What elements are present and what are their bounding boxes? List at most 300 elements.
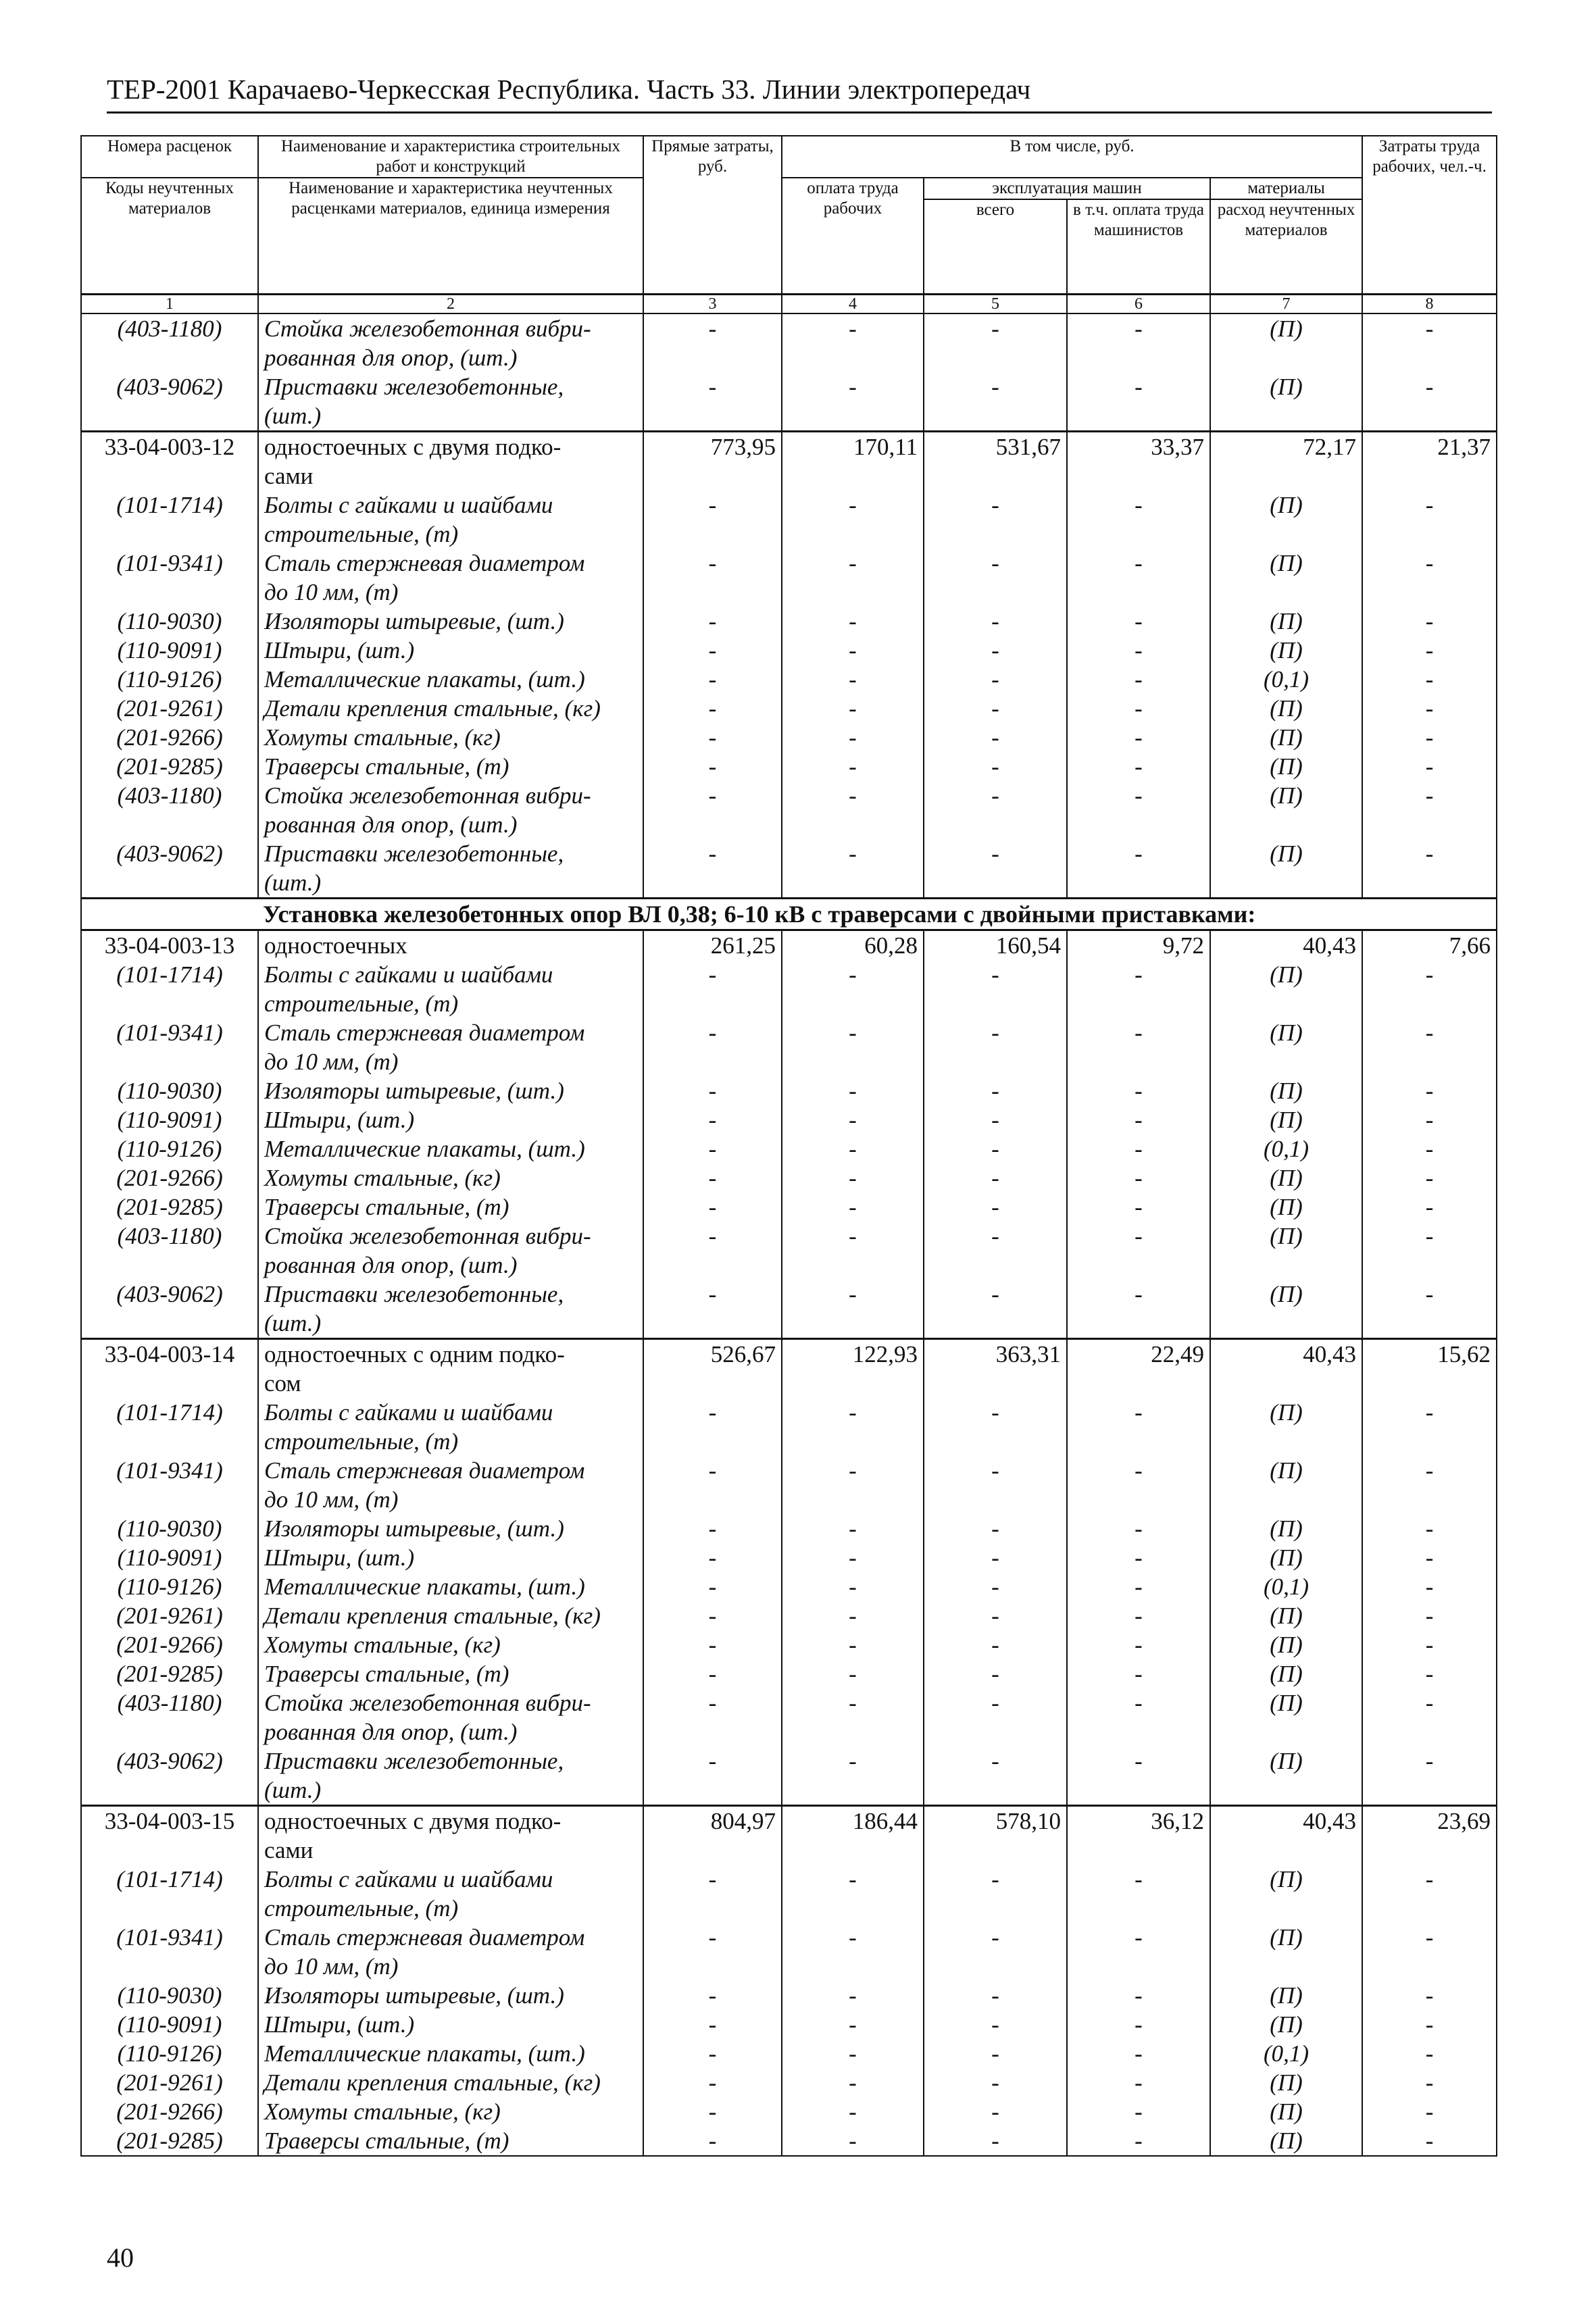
value-c5 (924, 343, 1067, 372)
table-row (81, 723, 1497, 752)
value-c6 (1067, 401, 1210, 432)
value-c5: - (924, 1222, 1067, 1251)
rate-code: 33-04-003-14 (81, 1338, 258, 1369)
value-c7: (П) (1210, 1018, 1362, 1047)
value-c4 (782, 520, 924, 549)
material-name: Штыри, (шт.) (258, 2010, 643, 2039)
material-code (81, 1251, 258, 1280)
table-row (81, 461, 1497, 491)
value-c8: - (1362, 1222, 1497, 1251)
value-c7: (0,1) (1210, 1572, 1362, 1601)
value-c8 (1362, 520, 1497, 549)
value-c5: 531,67 (924, 431, 1067, 461)
value-c7: (0,1) (1210, 665, 1362, 694)
material-name: (шт.) (258, 868, 643, 899)
value-c3 (643, 1309, 782, 1339)
table-row (81, 1717, 1497, 1746)
value-c6 (1067, 343, 1210, 372)
table-row (81, 520, 1497, 549)
material-code: (201-9285) (81, 1192, 258, 1222)
material-name: Штыри, (шт.) (258, 1105, 643, 1134)
table-row (81, 578, 1497, 607)
value-c8: - (1362, 1018, 1497, 1047)
value-c8 (1362, 1952, 1497, 1981)
value-c3: - (643, 1572, 782, 1601)
value-c7: (П) (1210, 313, 1362, 343)
value-c7: (П) (1210, 1543, 1362, 1572)
material-code: (110-9030) (81, 1514, 258, 1543)
value-c8: - (1362, 1865, 1497, 1894)
material-code: (201-9266) (81, 723, 258, 752)
header-work-name: Наименование и характеристика строительных работ и конструкций (258, 136, 643, 178)
value-c8: - (1362, 1572, 1497, 1601)
table-row (81, 1163, 1497, 1192)
value-c5 (924, 461, 1067, 491)
value-c4: - (782, 1018, 924, 1047)
value-c6: - (1067, 752, 1210, 781)
value-c4: - (782, 1076, 924, 1105)
header-materials-consumption: расход неучтенных материалов (1210, 199, 1362, 294)
value-c8: 15,62 (1362, 1338, 1497, 1369)
rate-code: 33-04-003-13 (81, 930, 258, 960)
table-row (81, 1456, 1497, 1485)
table-row (81, 2097, 1497, 2126)
value-c5 (924, 1952, 1067, 1981)
value-c7 (1210, 1047, 1362, 1076)
value-c3: - (643, 2097, 782, 2126)
value-c4: 122,93 (782, 1338, 924, 1369)
value-c3: - (643, 1076, 782, 1105)
value-c7 (1210, 810, 1362, 839)
value-c4 (782, 578, 924, 607)
value-c6 (1067, 1369, 1210, 1398)
value-c6: - (1067, 1163, 1210, 1192)
table-row (81, 1952, 1497, 1981)
value-c6: - (1067, 1222, 1210, 1251)
table-row (81, 549, 1497, 578)
material-code: (110-9030) (81, 1981, 258, 2010)
value-c4 (782, 1309, 924, 1339)
value-c8: - (1362, 1456, 1497, 1485)
table-row (81, 1105, 1497, 1134)
material-code: (201-9285) (81, 752, 258, 781)
value-c7: 40,43 (1210, 1338, 1362, 1369)
material-code: (110-9091) (81, 636, 258, 665)
value-c7: (П) (1210, 491, 1362, 520)
value-c7: (П) (1210, 636, 1362, 665)
value-c6: - (1067, 2097, 1210, 2126)
table-row (81, 313, 1497, 343)
value-c8 (1362, 461, 1497, 491)
value-c4 (782, 1717, 924, 1746)
table-row (81, 1338, 1497, 1369)
value-c6: 36,12 (1067, 1805, 1210, 1836)
material-code (81, 989, 258, 1018)
value-c7: (0,1) (1210, 2039, 1362, 2068)
header-worker-pay: оплата труда рабочих (782, 178, 924, 294)
value-c6: - (1067, 781, 1210, 810)
value-c3: - (643, 2068, 782, 2097)
value-c3: - (643, 1163, 782, 1192)
value-c5: - (924, 839, 1067, 868)
material-code (81, 1717, 258, 1746)
material-name: Штыри, (шт.) (258, 636, 643, 665)
value-c7: (П) (1210, 1865, 1362, 1894)
value-c8: 23,69 (1362, 1805, 1497, 1836)
value-c5: - (924, 1746, 1067, 1776)
value-c5: - (924, 1543, 1067, 1572)
material-name: Стойка железобетонная вибри- (258, 313, 643, 343)
value-c8: - (1362, 2010, 1497, 2039)
value-c7: (П) (1210, 1981, 1362, 2010)
value-c7 (1210, 1717, 1362, 1746)
material-name: Стойка железобетонная вибри- (258, 1688, 643, 1717)
value-c7 (1210, 520, 1362, 549)
value-c7: 72,17 (1210, 431, 1362, 461)
value-c4: - (782, 1163, 924, 1192)
value-c6 (1067, 1952, 1210, 1981)
value-c6 (1067, 578, 1210, 607)
value-c5: - (924, 2097, 1067, 2126)
value-c3: - (643, 839, 782, 868)
material-name: Металлические плакаты, (шт.) (258, 1134, 643, 1163)
value-c4: - (782, 372, 924, 401)
value-c3: - (643, 1018, 782, 1047)
material-code: (101-9341) (81, 1018, 258, 1047)
value-c4: - (782, 1543, 924, 1572)
value-c6: - (1067, 1514, 1210, 1543)
value-c3 (643, 578, 782, 607)
rates-table (80, 135, 1497, 2157)
table-row (81, 1746, 1497, 1776)
value-c3: - (643, 781, 782, 810)
table-row (81, 810, 1497, 839)
value-c3: - (643, 694, 782, 723)
table-row (81, 607, 1497, 636)
value-c3 (643, 1427, 782, 1456)
material-name: Сталь стержневая диаметром (258, 1018, 643, 1047)
value-c3: - (643, 1630, 782, 1659)
material-code: (110-9126) (81, 2039, 258, 2068)
material-code: (201-9266) (81, 1163, 258, 1192)
value-c5: - (924, 607, 1067, 636)
value-c8: - (1362, 1076, 1497, 1105)
material-name: Стойка железобетонная вибри- (258, 1222, 643, 1251)
material-name: Приставки железобетонные, (258, 1280, 643, 1309)
value-c8: - (1362, 839, 1497, 868)
value-c7: (П) (1210, 723, 1362, 752)
table-row (81, 694, 1497, 723)
value-c5: - (924, 1601, 1067, 1630)
value-c4: - (782, 1923, 924, 1952)
value-c5 (924, 520, 1067, 549)
value-c6 (1067, 989, 1210, 1018)
title-rule (107, 111, 1492, 114)
material-code (81, 1894, 258, 1923)
value-c3: - (643, 1105, 782, 1134)
value-c4: - (782, 491, 924, 520)
value-c7: (П) (1210, 2068, 1362, 2097)
value-c7: (П) (1210, 1105, 1362, 1134)
value-c6 (1067, 1836, 1210, 1865)
material-name: Стойка железобетонная вибри- (258, 781, 643, 810)
value-c5: - (924, 313, 1067, 343)
value-c3: - (643, 1192, 782, 1222)
material-name: Штыри, (шт.) (258, 1543, 643, 1572)
material-code (81, 461, 258, 491)
table-row (81, 1398, 1497, 1427)
table-row (81, 1427, 1497, 1456)
value-c7: (П) (1210, 1163, 1362, 1192)
table-row (81, 1659, 1497, 1688)
value-c5: - (924, 1572, 1067, 1601)
material-code (81, 578, 258, 607)
value-c8 (1362, 1894, 1497, 1923)
value-c3 (643, 1047, 782, 1076)
value-c4: - (782, 1572, 924, 1601)
material-name: строительные, (т) (258, 1894, 643, 1923)
value-c3: - (643, 723, 782, 752)
value-c6: - (1067, 1456, 1210, 1485)
value-c5: - (924, 1981, 1067, 2010)
value-c8 (1362, 1836, 1497, 1865)
value-c4: - (782, 1630, 924, 1659)
material-code (81, 1369, 258, 1398)
value-c4: - (782, 1865, 924, 1894)
value-c8: - (1362, 723, 1497, 752)
value-c5: - (924, 2039, 1067, 2068)
value-c6: - (1067, 1572, 1210, 1601)
value-c6 (1067, 461, 1210, 491)
value-c5: - (924, 1192, 1067, 1222)
value-c6: - (1067, 2068, 1210, 2097)
value-c3 (643, 868, 782, 899)
material-code (81, 1836, 258, 1865)
value-c3: - (643, 1456, 782, 1485)
material-name: Траверсы стальные, (т) (258, 1192, 643, 1222)
material-name: Хомуты стальные, (кг) (258, 2097, 643, 2126)
material-code (81, 401, 258, 432)
value-c7 (1210, 343, 1362, 372)
material-code: (101-1714) (81, 1398, 258, 1427)
material-code (81, 810, 258, 839)
value-c7: (П) (1210, 752, 1362, 781)
value-c6: - (1067, 372, 1210, 401)
value-c5: - (924, 1398, 1067, 1427)
material-code: (201-9261) (81, 2068, 258, 2097)
material-code: (201-9285) (81, 2126, 258, 2156)
value-c7: 40,43 (1210, 1805, 1362, 1836)
value-c3 (643, 1894, 782, 1923)
value-c4: 186,44 (782, 1805, 924, 1836)
value-c8: - (1362, 1163, 1497, 1192)
material-name: Металлические плакаты, (шт.) (258, 1572, 643, 1601)
value-c8: - (1362, 1398, 1497, 1427)
table-row (81, 1076, 1497, 1105)
value-c3: - (643, 1601, 782, 1630)
value-c5 (924, 1251, 1067, 1280)
page-title: ТЕР-2001 Карачаево-Черкесская Республика. Часть 33. Линии электропередач (107, 74, 1031, 105)
header-machines: эксплуатация машин (924, 178, 1210, 199)
value-c3: - (643, 960, 782, 989)
value-c7: (П) (1210, 1456, 1362, 1485)
value-c3: - (643, 1746, 782, 1776)
value-c3: - (643, 1543, 782, 1572)
header-rate-numbers: Номера расценок (81, 136, 258, 178)
value-c4 (782, 461, 924, 491)
header-materials: материалы (1210, 178, 1362, 199)
value-c5: - (924, 636, 1067, 665)
work-name: одностоечных с одним подко- (258, 1338, 643, 1369)
material-name: (шт.) (258, 1309, 643, 1339)
material-name: (шт.) (258, 1776, 643, 1806)
value-c5: - (924, 2010, 1067, 2039)
material-code: (403-9062) (81, 372, 258, 401)
value-c3: 773,95 (643, 431, 782, 461)
value-c4 (782, 989, 924, 1018)
value-c4: - (782, 839, 924, 868)
value-c7: (П) (1210, 1514, 1362, 1543)
value-c8: - (1362, 781, 1497, 810)
value-c6: - (1067, 1280, 1210, 1309)
value-c8: - (1362, 960, 1497, 989)
value-c7: (П) (1210, 960, 1362, 989)
value-c6: - (1067, 313, 1210, 343)
value-c8: - (1362, 313, 1497, 343)
material-name: рованная для опор, (шт.) (258, 810, 643, 839)
material-name: рованная для опор, (шт.) (258, 1251, 643, 1280)
material-code (81, 520, 258, 549)
value-c6: - (1067, 2126, 1210, 2156)
value-c6: - (1067, 1688, 1210, 1717)
material-name: Приставки железобетонные, (258, 839, 643, 868)
value-c5 (924, 1427, 1067, 1456)
value-c5: - (924, 1688, 1067, 1717)
value-c5 (924, 401, 1067, 432)
value-c8: - (1362, 1630, 1497, 1659)
value-c5 (924, 1369, 1067, 1398)
value-c6: - (1067, 1601, 1210, 1630)
value-c3 (643, 1952, 782, 1981)
value-c4: - (782, 2126, 924, 2156)
table-row (81, 1894, 1497, 1923)
material-code: (101-1714) (81, 1865, 258, 1894)
table-row (81, 1805, 1497, 1836)
table-row (81, 1776, 1497, 1806)
value-c7 (1210, 1309, 1362, 1339)
value-c8: - (1362, 1105, 1497, 1134)
value-c8: - (1362, 1688, 1497, 1717)
value-c8: - (1362, 1192, 1497, 1222)
value-c5: - (924, 752, 1067, 781)
table-row (81, 752, 1497, 781)
value-c4 (782, 401, 924, 432)
material-name: (шт.) (258, 401, 643, 432)
work-name: сом (258, 1369, 643, 1398)
table-row (81, 1981, 1497, 2010)
value-c5: - (924, 491, 1067, 520)
value-c7: (П) (1210, 1688, 1362, 1717)
work-name: одностоечных с двумя подко- (258, 431, 643, 461)
value-c3: - (643, 2010, 782, 2039)
value-c7: (П) (1210, 372, 1362, 401)
value-c5 (924, 1894, 1067, 1923)
value-c6: - (1067, 694, 1210, 723)
table-row (81, 1601, 1497, 1630)
value-c6 (1067, 1894, 1210, 1923)
value-c4 (782, 343, 924, 372)
value-c3 (643, 989, 782, 1018)
value-c3 (643, 1485, 782, 1514)
value-c5 (924, 989, 1067, 1018)
value-c3: - (643, 549, 782, 578)
value-c7 (1210, 1952, 1362, 1981)
value-c6: - (1067, 960, 1210, 989)
value-c3: - (643, 2126, 782, 2156)
value-c4: - (782, 665, 924, 694)
value-c6: - (1067, 1746, 1210, 1776)
value-c3 (643, 401, 782, 432)
value-c8 (1362, 1485, 1497, 1514)
table-row (81, 431, 1497, 461)
work-name: сами (258, 1836, 643, 1865)
material-name: строительные, (т) (258, 520, 643, 549)
value-c8: - (1362, 2097, 1497, 2126)
value-c4: - (782, 1601, 924, 1630)
value-c8 (1362, 1717, 1497, 1746)
value-c4: 60,28 (782, 930, 924, 960)
value-c7 (1210, 1369, 1362, 1398)
value-c4: - (782, 549, 924, 578)
value-c6: - (1067, 1981, 1210, 2010)
value-c5: - (924, 1456, 1067, 1485)
value-c5: - (924, 694, 1067, 723)
col-number: 8 (1362, 294, 1497, 313)
material-name: Сталь стержневая диаметром (258, 1456, 643, 1485)
value-c8 (1362, 810, 1497, 839)
value-c5: - (924, 372, 1067, 401)
value-c6: - (1067, 491, 1210, 520)
value-c8: - (1362, 752, 1497, 781)
value-c3: - (643, 2039, 782, 2068)
value-c4 (782, 1894, 924, 1923)
table-row (81, 989, 1497, 1018)
value-c6 (1067, 1309, 1210, 1339)
value-c5 (924, 810, 1067, 839)
material-name: Болты с гайками и шайбами (258, 1865, 643, 1894)
value-c7: (П) (1210, 1923, 1362, 1952)
value-c3: - (643, 491, 782, 520)
value-c6 (1067, 1251, 1210, 1280)
header-machines-total: всего (924, 199, 1067, 294)
table-row (81, 491, 1497, 520)
value-c8: 21,37 (1362, 431, 1497, 461)
value-c7: (П) (1210, 1398, 1362, 1427)
value-c7: (П) (1210, 607, 1362, 636)
value-c6: - (1067, 1105, 1210, 1134)
value-c8 (1362, 989, 1497, 1018)
value-c5: - (924, 960, 1067, 989)
value-c7: (П) (1210, 1076, 1362, 1105)
value-c7: (П) (1210, 1659, 1362, 1688)
value-c5: - (924, 1923, 1067, 1952)
value-c5: - (924, 1514, 1067, 1543)
value-c3: 804,97 (643, 1805, 782, 1836)
value-c7 (1210, 1776, 1362, 1806)
value-c6: - (1067, 1076, 1210, 1105)
value-c6: 33,37 (1067, 431, 1210, 461)
material-code: (201-9261) (81, 694, 258, 723)
